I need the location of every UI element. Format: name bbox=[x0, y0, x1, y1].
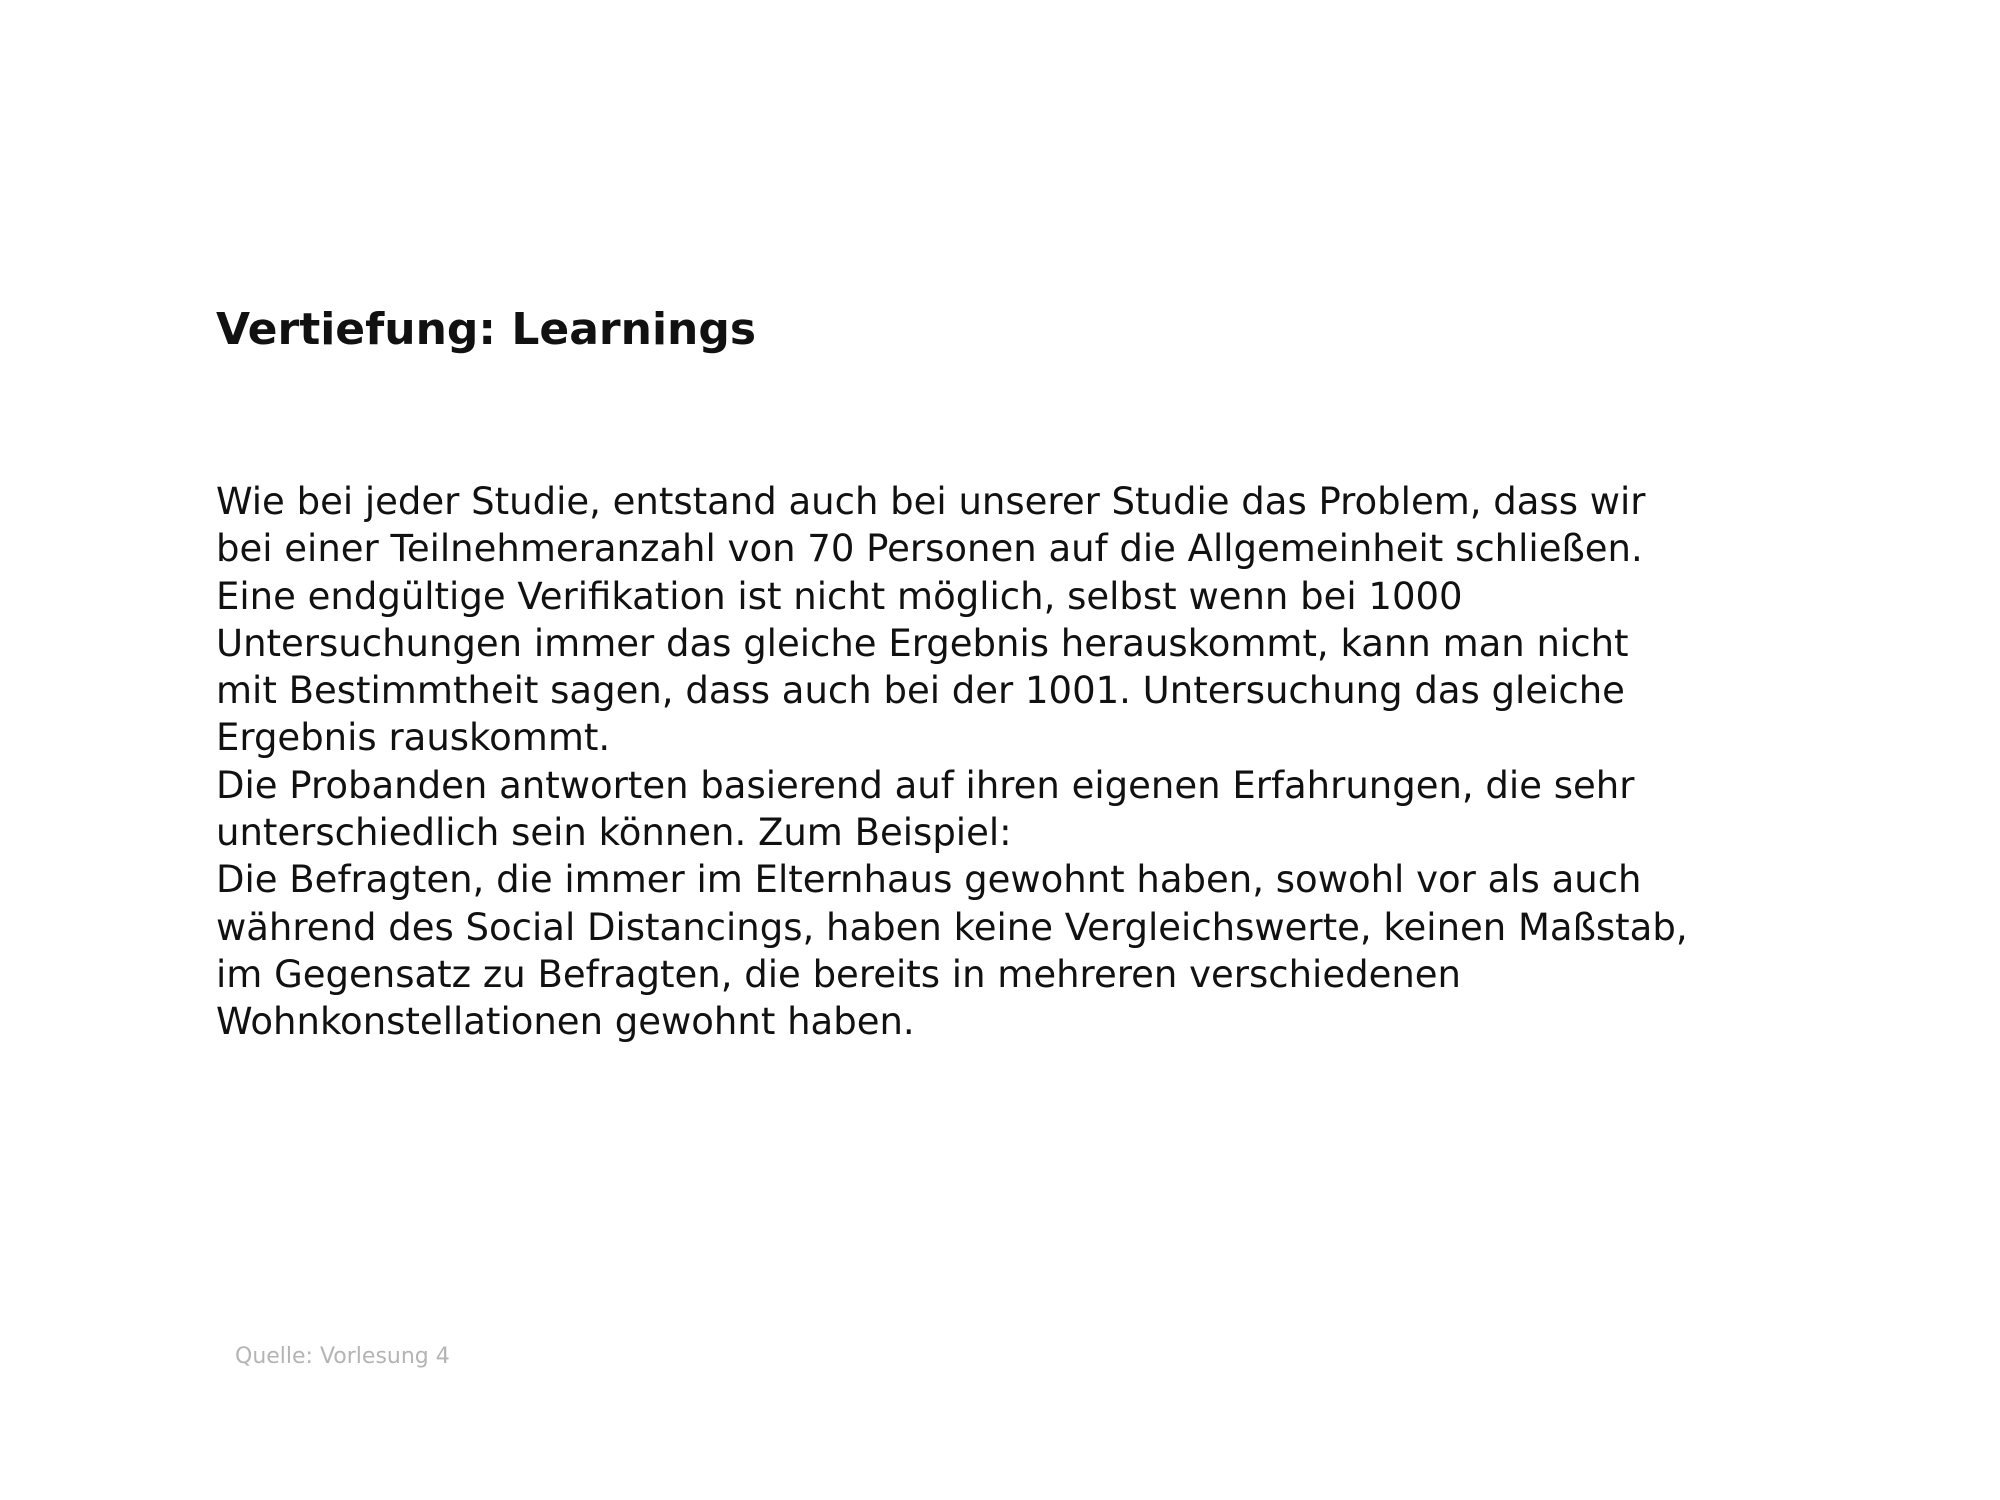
body-line: im Gegensatz zu Befragten, die bereits in mehreren verschiedenen bbox=[216, 952, 1461, 996]
body-line: unterschiedlich sein können. Zum Beispiel: bbox=[216, 811, 1012, 855]
body-line: mit Bestimmtheit sagen, dass auch bei der 1001. Untersuchung das gleiche bbox=[216, 669, 1625, 713]
body-line: Wohnkonstellationen gewohnt haben. bbox=[216, 1000, 915, 1044]
body-line: Die Befragten, die immer im Elternhaus gewohnt haben, sowohl vor als auch bbox=[216, 858, 1642, 902]
body-line: Ergebnis rauskommt. bbox=[216, 716, 611, 760]
body-line: Eine endgültige Verifikation ist nicht möglich, selbst wenn bei 1000 bbox=[216, 574, 1463, 618]
slide-title: Vertiefung: Learnings bbox=[216, 304, 757, 355]
body-line: bei einer Teilnehmeranzahl von 70 Personen auf die Allgemeinheit schließen. bbox=[216, 527, 1643, 571]
body-line: Wie bei jeder Studie, entstand auch bei unserer Studie das Problem, dass wir bbox=[216, 480, 1646, 523]
body-line: während des Social Distancings, haben keine Vergleichswerte, keinen Maßstab, bbox=[216, 905, 1688, 949]
body-line: Die Probanden antworten basierend auf ihren eigenen Erfahrungen, die sehr bbox=[216, 763, 1635, 807]
body-line: Untersuchungen immer das gleiche Ergebnis herauskommt, kann man nicht bbox=[216, 621, 1629, 665]
source-note: Quelle: Vorlesung 4 bbox=[235, 1344, 450, 1369]
slide-body bbox=[216, 478, 1986, 1046]
